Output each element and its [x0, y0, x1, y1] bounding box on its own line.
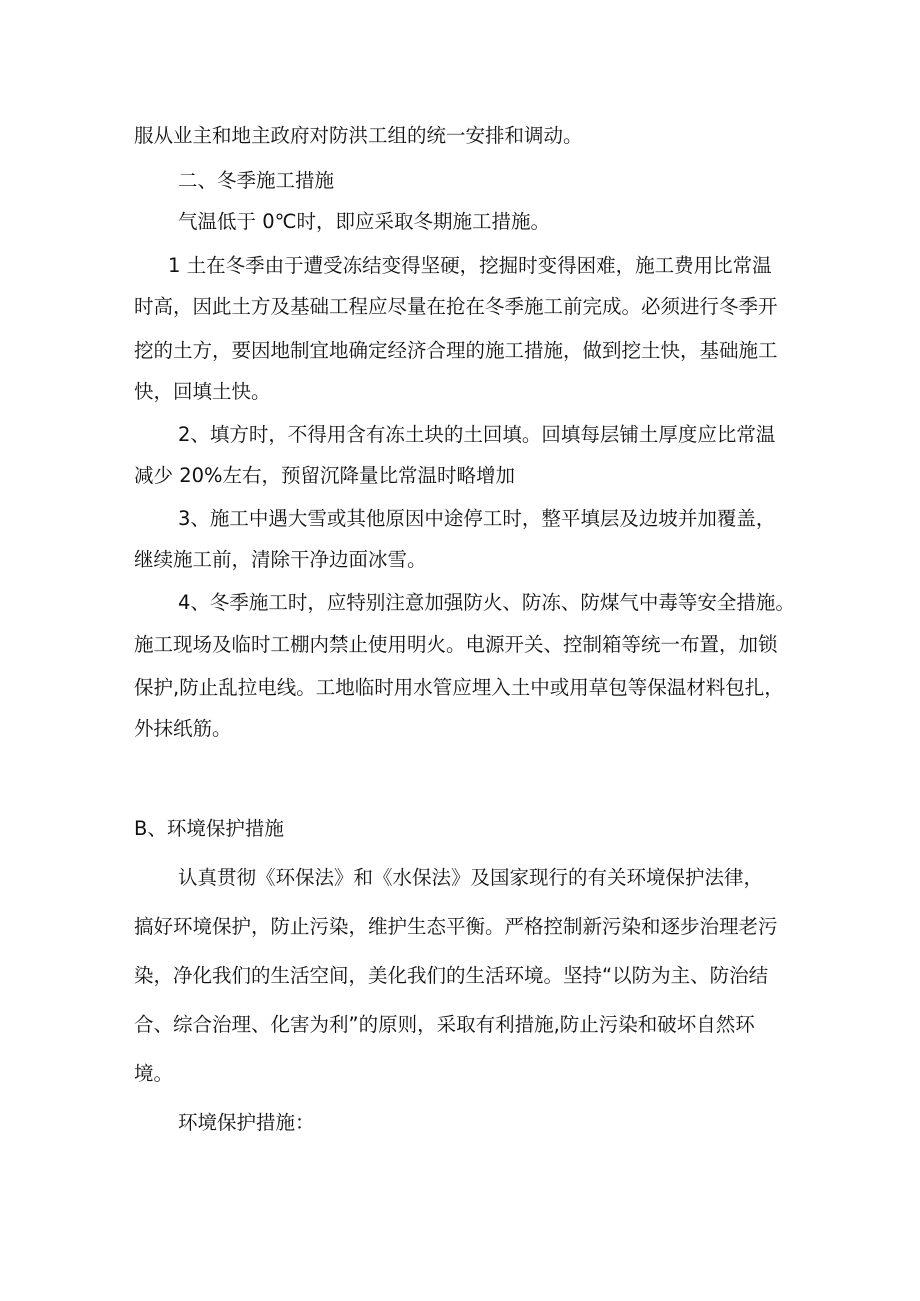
paragraph-line: 染，净化我们的生活空间，美化我们的生活环境。坚持“以防为主、防治结	[134, 964, 769, 987]
paragraph-line: 认真贯彻《环保法》和《水保法》及国家现行的有关环境保护法律，	[178, 866, 764, 889]
paragraph-line: 气温低于 0℃时，即应采取冬期施工措施。	[178, 210, 551, 233]
paragraph-line: 减少 20%左右，预留沉降量比常温时略增加	[134, 464, 516, 487]
paragraph-line: 保护,防止乱拉电线。工地临时用水管应埋入土中或用草包等保温材料包扎，	[134, 676, 784, 699]
paragraph-line: 2、填方时，不得用含有冻土块的土回填。回填每层铺土厚度应比常温	[178, 423, 776, 446]
paragraph-line: 4、冬季施工时，应特别注意加强防火、防冻、防煤气中毒等安全措施。	[178, 591, 795, 614]
paragraph-line: 1 土在冬季由于遭受冻结变得坚硬，挖掘时变得困难，施工费用比常温	[168, 254, 772, 277]
section-heading: B、环境保护措施	[134, 817, 284, 840]
paragraph-line: 境。	[134, 1062, 174, 1085]
paragraph-line: 快，回填土快。	[134, 380, 271, 403]
paragraph-line: 3、施工中遇大雪或其他原因中途停工时，整平填层及边坡并加覆盖，	[178, 507, 776, 530]
paragraph-line: 挖的土方，要因地制宜地确定经济合理的施工措施，做到挖土快，基础施工	[134, 339, 778, 362]
paragraph-line: 时高，因此土方及基础工程应尽量在抢在冬季施工前完成。必须进行冬季开	[134, 295, 778, 318]
paragraph-line: 合、综合治理、化害为利”的原则，采取有利措施,防止污染和破坏自然环	[134, 1013, 755, 1036]
paragraph-line: 服从业主和地主政府对防洪工组的统一安排和调动。	[134, 124, 583, 147]
subheading: 环境保护措施：	[178, 1111, 315, 1134]
paragraph-line: 施工现场及临时工棚内禁止使用明火。电源开关、控制箱等统一布置，加锁	[134, 633, 778, 656]
paragraph-line: 外抹纸筋。	[134, 717, 232, 740]
paragraph-line: 搞好环境保护，防止污染，维护生态平衡。严格控制新污染和逐步治理老污	[134, 915, 778, 938]
paragraph-line: 继续施工前，清除干净边面冰雪。	[134, 548, 427, 571]
section-heading: 二、冬季施工措施	[178, 169, 335, 192]
